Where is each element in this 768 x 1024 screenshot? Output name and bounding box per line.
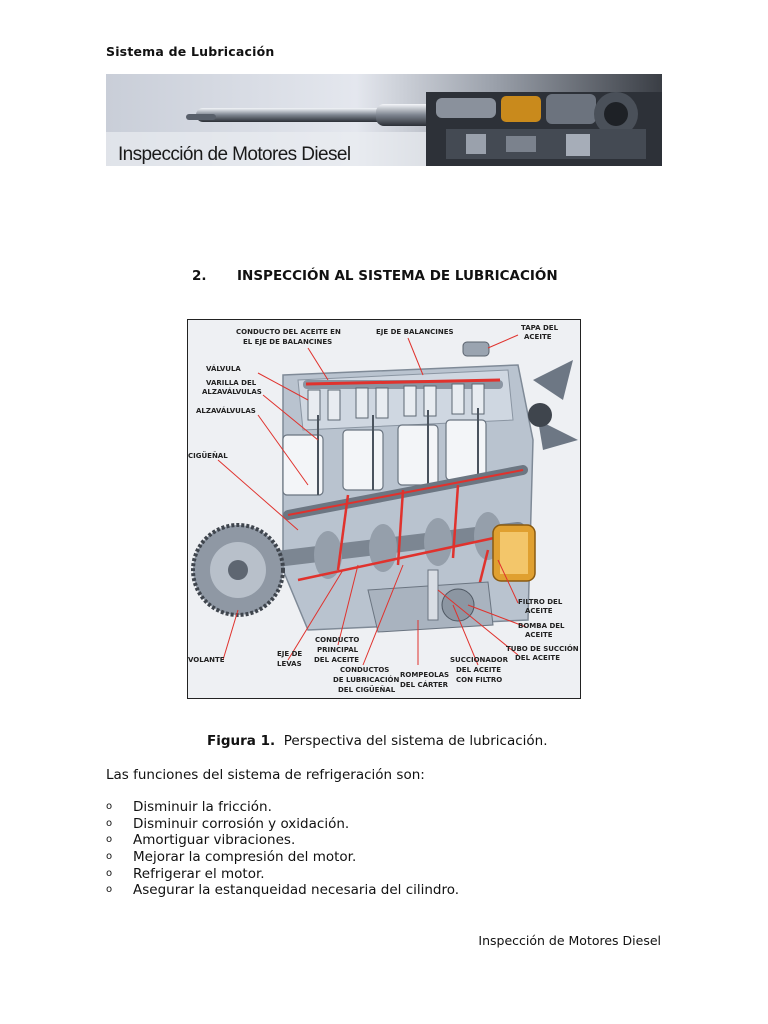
section-title: INSPECCIÓN AL SISTEMA DE LUBRICACIÓN (237, 268, 558, 284)
bullet-marker: o (106, 801, 113, 812)
label-alzavalvulas: ALZAVÁLVULAS (196, 407, 256, 415)
label-succionador-3: CON FILTRO (456, 676, 503, 684)
functions-list (106, 799, 459, 899)
label-principal-1: CONDUCTO (315, 636, 360, 644)
label-filtro-2: ACEITE (525, 607, 553, 615)
label-lubricacion-1: CONDUCTOS (340, 666, 390, 674)
label-lubricacion-2: DE LUBRICACIÓN (333, 676, 400, 684)
section-heading (192, 268, 558, 284)
label-valvula: VÁLVULA (206, 365, 241, 373)
list-item (106, 832, 459, 849)
label-succionador-1: SUCCIONADOR (450, 656, 508, 664)
bullet-marker: o (106, 884, 113, 896)
intro-paragraph: Las funciones del sistema de refrigeración son: (106, 767, 425, 783)
figure-caption-text: Perspectiva del sistema de lubricación. (283, 733, 548, 749)
list-item-text: Disminuir corrosión y oxidación. (133, 815, 350, 832)
label-conducto-eje-balancines-1: CONDUCTO DEL ACEITE EN (236, 328, 341, 336)
label-bomba-2: ACEITE (525, 631, 553, 639)
bullet-marker: o (106, 867, 113, 879)
label-eje-levas-2: LEVAS (277, 660, 302, 668)
list-item-text: Asegurar la estanqueidad necesaria del cilindro. (133, 882, 460, 899)
label-bomba-1: BOMBA DEL (518, 622, 565, 630)
section-number: 2. (192, 268, 207, 284)
label-rompeolas-1: ROMPEOLAS (400, 671, 450, 679)
bullet-marker: o (106, 817, 113, 829)
label-succionador-2: DEL ACEITE (456, 666, 501, 674)
label-conducto-eje-balancines-2: EL EJE DE BALANCINES (243, 338, 333, 346)
list-item (106, 849, 459, 866)
list-item (106, 799, 459, 816)
list-item-text: Refrigerar el motor. (133, 865, 265, 882)
list-item (106, 882, 459, 899)
label-principal-2: PRINCIPAL (317, 646, 359, 654)
label-filtro-1: FILTRO DEL (518, 598, 563, 606)
label-principal-3: DEL ACEITE (314, 656, 359, 664)
figure-caption (207, 733, 548, 749)
engine-cutaway-diagram (188, 320, 581, 699)
label-tapa-aceite-1: TAPA DEL (521, 324, 559, 332)
label-lubricacion-3: DEL CIGÜEÑAL (338, 686, 396, 694)
bullet-marker: o (106, 834, 113, 846)
label-tubo-1: TUBO DE SUCCIÓN (506, 645, 579, 653)
lubrication-system-figure (187, 319, 581, 699)
label-varilla-2: ALZAVÁLVULAS (202, 388, 262, 396)
label-volante: VOLANTE (188, 656, 225, 664)
label-eje-levas-1: EJE DE (277, 650, 303, 658)
list-item (106, 866, 459, 883)
page-header-title: Sistema de Lubricación (106, 44, 275, 59)
header-banner (106, 74, 662, 166)
label-ciguenal: CIGÜEÑAL (188, 452, 228, 460)
list-item-text: Mejorar la compresión del motor. (133, 849, 357, 866)
label-tapa-aceite-2: ACEITE (524, 333, 552, 341)
label-rompeolas-2: DEL CÁRTER (400, 681, 449, 689)
page-footer: Inspección de Motores Diesel (478, 933, 661, 948)
banner-title: Inspección de Motores Diesel (118, 144, 351, 165)
label-tubo-2: DEL ACEITE (515, 654, 560, 662)
bullet-marker: o (106, 851, 113, 863)
list-item-text: Disminuir la fricción. (133, 799, 272, 815)
figure-caption-label: Figura 1. (207, 733, 276, 749)
list-item-text: Amortiguar vibraciones. (133, 832, 296, 849)
label-eje-balancines: EJE DE BALANCINES (376, 328, 454, 336)
list-item (106, 816, 459, 833)
label-varilla-1: VARILLA DEL (206, 379, 257, 387)
